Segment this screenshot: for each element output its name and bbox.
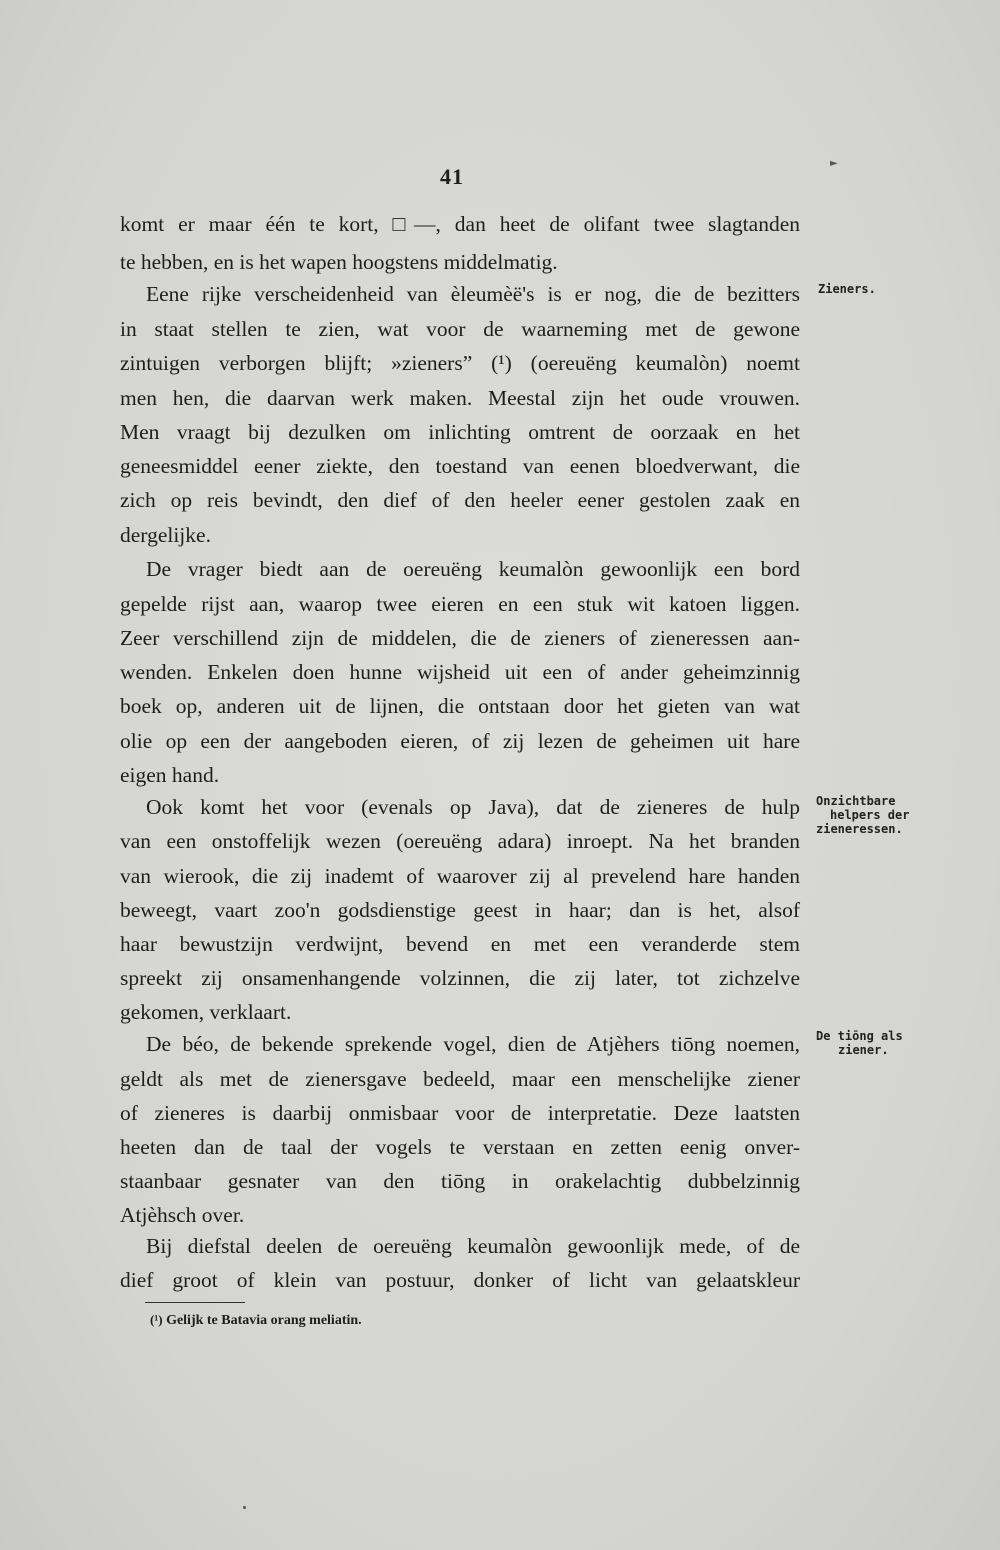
text-line: Bij diefstal deelen de oereuëng keumalòn gewoonlijk mede, of de	[146, 1234, 800, 1258]
text-line: Men vraagt bij dezulken om inlichting omtrent de oorzaak en het	[120, 420, 800, 444]
paper-speck	[243, 1506, 246, 1509]
text-line: komt er maar één te kort, □—, dan heet de olifant twee slagtanden	[120, 212, 800, 236]
text-line: men hen, die daarvan werk maken. Meestal zijn het oude vrouwen.	[120, 386, 800, 410]
text-line: haar bewustzijn verdwijnt, bevend en met een veranderde stem	[120, 932, 800, 956]
footnote	[150, 1312, 362, 1329]
text-line: Ook komt het voor (evenals op Java), dat de zieneres de hulp	[146, 795, 800, 819]
text-line: Zeer verschillend zijn de middelen, die de zieners of zieneressen aan-	[120, 626, 800, 650]
text-line: heeten dan de taal der vogels te verstaan en zetten eenig onver-	[120, 1135, 800, 1159]
text-line: dergelijke.	[120, 523, 211, 547]
margin-note-onzichtbare-helpers	[816, 794, 909, 836]
text-line: geldt als met de zienersgave bedeeld, maar een menschelijke ziener	[120, 1067, 800, 1091]
text-line: olie op een der aangeboden eieren, of zij lezen de geheimen uit hare	[120, 729, 800, 753]
text-line: De béo, de bekende sprekende vogel, dien de Atjèhers tiōng noemen,	[146, 1032, 800, 1056]
text-line: van een onstoffelijk wezen (oereuëng adara) inroept. Na het branden	[120, 829, 800, 853]
margin-note-line: zieneressen.	[816, 822, 903, 836]
text-line: wenden. Enkelen doen hunne wijsheid uit een of ander geheimzinnig	[120, 660, 800, 684]
text-line: te hebben, en is het wapen hoogstens middelmatig.	[120, 250, 558, 274]
margin-note-line: Zieners.	[818, 282, 876, 296]
footnote-text: Gelijk te Batavia orang meliatin.	[166, 1313, 362, 1328]
margin-note-line: ziener.	[838, 1043, 889, 1057]
text-line: dief groot of klein van postuur, donker of licht van gelaatskleur	[120, 1268, 800, 1292]
text-line: Atjèhsch over.	[120, 1203, 245, 1227]
text-line: Eene rijke verscheidenheid van èleumèë's is er nog, die de bezitters	[146, 282, 800, 306]
corner-mark: ►	[830, 158, 838, 169]
text-line: beweegt, vaart zoo'n godsdienstige geest in haar; dan is het, alsof	[120, 898, 800, 922]
margin-note-tiong-als-ziener	[816, 1029, 903, 1057]
text-line: zich op reis bevindt, den dief of den heeler eener gestolen zaak en	[120, 488, 800, 512]
margin-note-line: De tiōng als	[816, 1029, 903, 1043]
margin-note-line: Onzichtbare	[816, 794, 896, 808]
text-line: geneesmiddel eener ziekte, den toestand van eenen bloedverwant, die	[120, 454, 800, 478]
text-line: boek op, anderen uit de lijnen, die ontstaan door het gieten van wat	[120, 694, 800, 718]
text-line: spreekt zij onsamenhangende volzinnen, die zij later, tot zichzelve	[120, 966, 800, 990]
text-line: staanbaar gesnater van den tiōng in orakelachtig dubbelzinnig	[120, 1169, 800, 1193]
text-line: in staat stellen te zien, wat voor de waarneming met de gewone	[120, 317, 800, 341]
text-line: zintuigen verborgen blijft; »zieners” (¹) (oereuëng keumalòn) noemt	[120, 351, 800, 375]
text-line: gekomen, verklaart.	[120, 1000, 292, 1024]
margin-note-zieners	[818, 282, 876, 296]
text-line: De vrager biedt aan de oereuëng keumalòn gewoonlijk een bord	[146, 557, 800, 581]
text-line: van wierook, die zij inademt of waarover zij al prevelend hare handen	[120, 864, 800, 888]
page-number: 41	[440, 164, 464, 189]
text-line: gepelde rijst aan, waarop twee eieren en een stuk wit katoen liggen.	[120, 592, 800, 616]
margin-note-line: helpers der	[830, 808, 910, 822]
text-line: of zieneres is daarbij onmisbaar voor de interpretatie. Deze laatsten	[120, 1101, 800, 1125]
text-line: eigen hand.	[120, 763, 220, 787]
footnote-rule	[145, 1302, 245, 1303]
footnote-marker: (¹)	[150, 1312, 163, 1327]
